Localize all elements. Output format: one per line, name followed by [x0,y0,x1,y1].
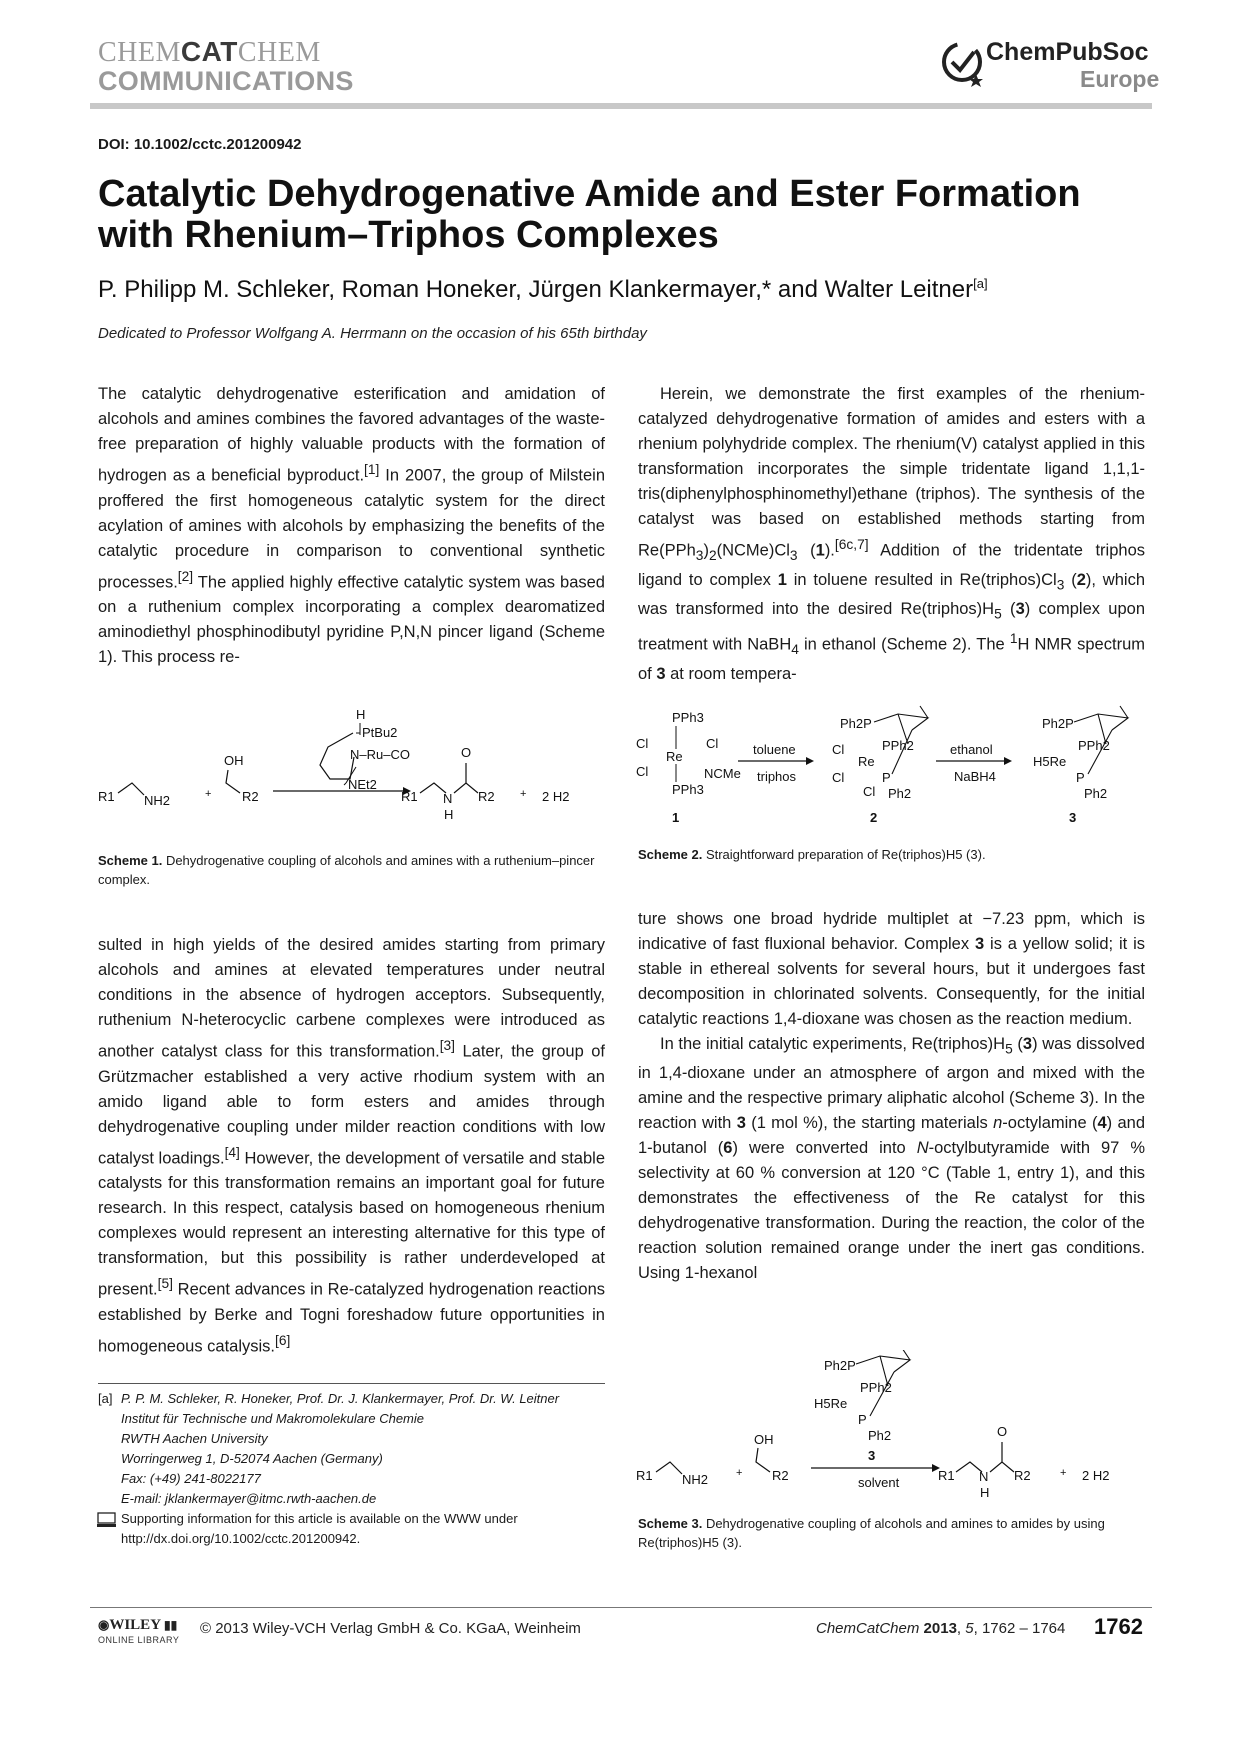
s2-p-a: P [882,770,891,785]
scheme1-label-o: O [461,745,472,760]
compound-number: 3 [1015,600,1025,619]
s3-h: H [980,1485,990,1500]
compound-number: 1 [815,541,825,560]
text-run: (1 mol %), the starting materials [745,1114,994,1133]
scheme1-label-nruco: N–Ru–CO [350,747,410,762]
s2-h5re: H5Re [1033,754,1067,769]
s2-triphos: triphos [757,769,797,784]
scheme1-label-h2: 2 H2 [542,789,570,804]
right-column-intro [638,382,1145,687]
s2-pph2-a: PPh2 [882,738,914,753]
s3-p: P [858,1412,867,1427]
text-run: Herein, we demonstrate the first examples of the rhenium-catalyzed dehydrogenative formation of amides and esters with a rhenium polyhydride complex. The rhenium(V) catalyst applied in this transformation incorporates the simple tridentate ligand 1,1,1-tris(diphenylphosphinomethyl)ethane (triphos). The synthesis of the catalyst was based on established methods starting from Re(PPh [638,385,1145,560]
text-run: H NMR spectrum of [638,635,1145,684]
s2-cl-e: Cl [832,770,845,785]
s2-cl-f: Cl [863,784,876,799]
text-run: ( [1001,600,1016,619]
s3-ph2p: Ph2P [824,1358,856,1373]
caption-text: Straightforward preparation of Re(triphos)H5 (3). [702,847,986,862]
scheme1-plus2: + [520,788,527,800]
affiliation-names: P. P. M. Schleker, R. Honeker, Prof. Dr. J. Klankermayer, Prof. Dr. W. Leitner [121,1391,560,1406]
ref-marker[interactable]: [3] [439,1038,456,1053]
s2-cl-a: Cl [636,736,649,751]
supporting-info-text: Supporting information for this article is available on the WWW under [121,1511,518,1526]
s2-cl-c: Cl [636,764,649,779]
text-run: -octylbutyramide with 97 % selectivity at 60 % conversion at 120 °C (Table 1, entry 1), and this demonstrates the effectiveness of the Re catalyst for this dehydrogenative transformation. During the reaction, the color of the reaction solution remained orange under the inert gas conditions. Using 1-hexanol [638,1139,1145,1283]
text-run: ) and 1-butanol ( [638,1114,1145,1158]
compound-number: 4 [1097,1114,1107,1133]
text-run: ( [797,541,816,560]
s2-ph2-a: Ph2 [888,786,912,801]
text-run: in toluene resulted in Re(triphos)Cl [786,570,1057,589]
scheme1-label-n: N [443,791,453,806]
footnote-marker: [a] [98,1391,113,1406]
text-run: In 2007, the group of Milstein proffered the first homogeneous catalytic system for the direct acylation of amines with alcohols by emphasizing the benefits of the catalytic procedure in comparison to conventional synthetic processes. [98,466,605,591]
footnote-rule [98,1383,605,1384]
dedication: Dedicated to Professor Wolfgang A. Herrmann on the occasion of his 65th birthday [98,325,647,342]
subscript: 3 [789,547,798,563]
citation: ChemCatChem 2013, 5, 1762 – 1764 [816,1620,1066,1637]
text-run: Recent advances in Re-catalyzed hydrogenation reactions established by Berke and Togni foreshadow future opportunities in homogeneous catalysis. [98,1280,605,1355]
text-run: sulted in high yields of the desired amides starting from primary alcohols and amines at elevated temperatures under neutral conditions in the absence of hydrogen acceptors. Subsequently, ruthenium N-heterocyclic carbene complexes were introduced as another catalyst class for this transformation. [98,936,605,1061]
ref-marker[interactable]: [6c,7] [834,537,869,552]
s3-ph2: Ph2 [868,1428,892,1443]
text-run: ( [1064,570,1077,589]
scheme3-figure [636,1350,1156,1500]
compound-number: 6 [723,1139,733,1158]
caption-text: Dehydrogenative coupling of alcohols and amines to amides by using Re(triphos)H5 (3). [638,1516,1105,1550]
s2-ncme: NCMe [704,766,741,781]
journal-name-part1: CHEM [98,37,181,68]
author-affil-marker: [a] [973,276,988,291]
s3-r1: R1 [636,1468,653,1483]
journal-name-part3: CHEM [237,37,321,68]
ref-marker[interactable]: [1] [364,462,380,477]
affiliation-block [121,1389,611,1509]
text-run: ) was dissolved in 1,4-dioxane under an atmosphere of argon and mixed with the amine and the respective primary aliphatic alcohol (Scheme 3). In the reaction with [638,1035,1145,1133]
s2-re1: Re [666,749,683,764]
affiliation-email[interactable]: E-mail: jklankermayer@itmc.rwth-aachen.de [121,1491,377,1506]
s3-h5re: H5Re [814,1396,848,1411]
compound-number: 3 [656,665,666,684]
citation-pages: , 1762 – 1764 [973,1620,1066,1637]
compound-number: 2 [1076,570,1086,589]
s2-cl-d: Cl [832,742,845,757]
scheme2-figure [636,704,1156,824]
caption-label: Scheme 2. [638,847,703,862]
affiliation-university: RWTH Aachen University [121,1431,268,1446]
text-run: in ethanol (Scheme 2). The [798,635,1010,654]
online-library-label: ONLINE LIBRARY [98,1635,180,1645]
author-list: P. Philipp M. Schleker, Roman Honeker, Jürgen Klankermayer,* and Walter Leitner [98,276,974,303]
s2-pph3-bot: PPh3 [672,782,704,797]
computer-icon [97,1512,117,1528]
header-rule [90,103,1152,109]
wiley-wordmark: WILEY [109,1617,162,1633]
supporting-info-link[interactable]: http://dx.doi.org/10.1002/cctc.201200942. [121,1531,361,1546]
text-run: is a yellow solid; it is stable in ethereal solvents for several hours, but it undergoes fast decomposition in chlorinated solvents. Consequently, for the initial catalytic reactions 1,4-dioxane was chosen as the reaction medium. [638,935,1145,1028]
scheme3-caption [638,1514,1148,1552]
caption-label: Scheme 3. [638,1516,703,1531]
scheme1-label-net2: NEt2 [348,777,377,792]
text-run: ) [703,541,709,560]
compound-number: 1 [777,570,787,589]
scheme1-label-ptbu2: PtBu2 [362,725,398,740]
scheme1-label-r2: R2 [242,789,259,804]
s2-toluene: toluene [753,742,796,757]
ref-marker[interactable]: [5] [157,1276,173,1291]
copyright: © 2013 Wiley-VCH Verlag GmbH & Co. KGaA, Weinheim [200,1620,581,1637]
italic-text: n [993,1114,1003,1133]
scheme1-caption [98,851,598,889]
s2-ph2-b: Ph2 [1084,786,1108,801]
s3-n: N [979,1469,989,1484]
subscript: 2 [708,547,717,563]
chempubsoc-logo-icon [940,38,988,88]
right-column-main [638,907,1145,1286]
s2-nabh4: NaBH4 [954,769,996,784]
logo-main-text: ChemPubSoc [986,38,1149,66]
s3-h2: 2 H2 [1082,1468,1110,1483]
s3-cat: 3 [868,1448,876,1463]
scheme1-label-r1b: R1 [401,789,418,804]
subscript: 5 [994,606,1002,622]
s3-oh: OH [754,1432,774,1447]
subscript: 3 [1056,577,1065,593]
text-run: In the initial catalytic experiments, Re(triphos)H [660,1035,1006,1053]
text-run: Later, the group of Grützmacher established a very active rhodium system with an amido ligand able to form esters and amides through dehydrogenative coupling under milder reaction conditions with low catalyst loadings. [98,1042,605,1167]
s2-ph2p-b: Ph2P [1042,716,1074,731]
text-run: ) complex upon treatment with NaBH [638,600,1146,654]
s2-p-b: P [1076,770,1085,785]
article-title: Catalytic Dehydrogenative Amide and Ester Formation with Rhenium–Triphos Complexes [98,173,1081,256]
supporting-info [121,1509,611,1549]
text-run: (NCMe)Cl [716,541,790,560]
s3-nh2: NH2 [682,1472,709,1487]
s2-ph2p-a: Ph2P [840,716,872,731]
subscript: 4 [791,642,799,658]
s3-o: O [997,1424,1008,1439]
scheme1-label-r2b: R2 [478,789,495,804]
left-column-main [98,933,605,1359]
s3-plus2: + [1060,1467,1067,1479]
caption-text: Dehydrogenative coupling of alcohols and amines with a ruthenium–pincer complex. [98,853,595,887]
s3-plus: + [736,1467,743,1479]
compound-number: 3 [736,1114,746,1133]
journal-name [98,36,321,69]
citation-journal: ChemCatChem [816,1620,920,1637]
journal-name-part2: CAT [180,36,238,67]
citation-volume: 5 [965,1620,974,1637]
logo-sub-text: Europe [1080,66,1160,92]
scheme1-label-nh2: NH2 [144,793,171,808]
s3-solvent: solvent [858,1475,900,1490]
text-run: ) were converted into [732,1139,917,1158]
s3-r1b: R1 [938,1468,955,1483]
text-run: ( [1012,1035,1023,1053]
subscript: 5 [1005,1041,1013,1057]
citation-year: 2013 [923,1620,957,1637]
ref-marker[interactable]: [2] [177,568,194,584]
s2-n1: 1 [672,810,680,824]
text-run: Addition of the tridentate triphos ligand to complex [638,541,1145,589]
text-run: The applied highly effective catalytic system was based on a ruthenium complex incorporating a complex dearomatized aminodiethyl phosphinodibutyl pyridine P,N,N pincer ligand (Scheme 1). This process re- [98,573,605,666]
s2-pph3-top: PPh3 [672,710,704,725]
compound-number: 3 [1022,1035,1033,1053]
text-run: -octylamine ( [1002,1114,1098,1133]
scheme1-label-r1: R1 [98,789,115,804]
text-run: ), which was transformed into the desired Re(triphos)H [638,570,1145,619]
text-run: ). [824,541,835,560]
page-number: 1762 [1094,1614,1143,1639]
subscript: 3 [695,547,704,563]
s2-n2: 2 [870,810,878,824]
s2-cl-b: Cl [706,736,719,751]
scheme1-figure [98,705,608,835]
text-run: at room tempera- [665,665,797,684]
italic-text: N [916,1139,929,1158]
affiliation-fax: Fax: (+49) 241-8022177 [121,1471,261,1486]
s3-r2b: R2 [1014,1468,1031,1483]
text-run: However, the development of versatile and stable catalysts for this transformation remains an important goal for future research. In this respect, catalysis based on homogeneous rhenium complexes would represent an interesting alternative for this type of transformation, but this possibility is rather underdeveloped at present. [98,1149,606,1299]
s2-n3: 3 [1069,810,1077,824]
s2-ethanol: ethanol [950,742,993,757]
ref-marker[interactable]: [4] [224,1144,240,1160]
affiliation-address: Worringerweg 1, D-52074 Aachen (Germany) [121,1451,383,1466]
scheme1-label-h: H [356,707,366,722]
text-run: The catalytic dehydrogenative esterification and amidation of alcohols and amines combines the favored advantages of the waste-free preparation of highly valuable products with the formation of hydrogen as a beneficial byproduct. [98,385,605,485]
s3-pph2: PPh2 [860,1380,892,1395]
s2-pph2-b: PPh2 [1078,738,1110,753]
affiliation-institute: Institut für Technische und Makromolekulare Chemie [121,1411,424,1426]
scheme2-caption [638,845,1148,864]
doi: DOI: 10.1002/cctc.201200942 [98,136,302,153]
scheme1-label-nh: H [444,807,454,822]
authors [98,276,988,304]
left-column-intro [98,382,605,670]
scheme1-plus: + [205,788,212,800]
s3-r2: R2 [772,1468,789,1483]
section-label: COMMUNICATIONS [98,66,354,96]
scheme1-label-oh: OH [224,753,244,768]
footer-rule [90,1607,1152,1608]
superscript: 1 [1009,631,1018,647]
ref-marker[interactable]: [6] [275,1332,291,1348]
wiley-logo: ◉WILEY ▮▮ [98,1617,178,1633]
caption-label: Scheme 1. [98,853,163,868]
text-run: ture shows one broad hydride multiplet at −7.23 ppm, which is indicative of fast fluxional behavior. Complex [638,910,1145,953]
compound-number: 3 [974,935,985,953]
s2-re2: Re [858,754,875,769]
